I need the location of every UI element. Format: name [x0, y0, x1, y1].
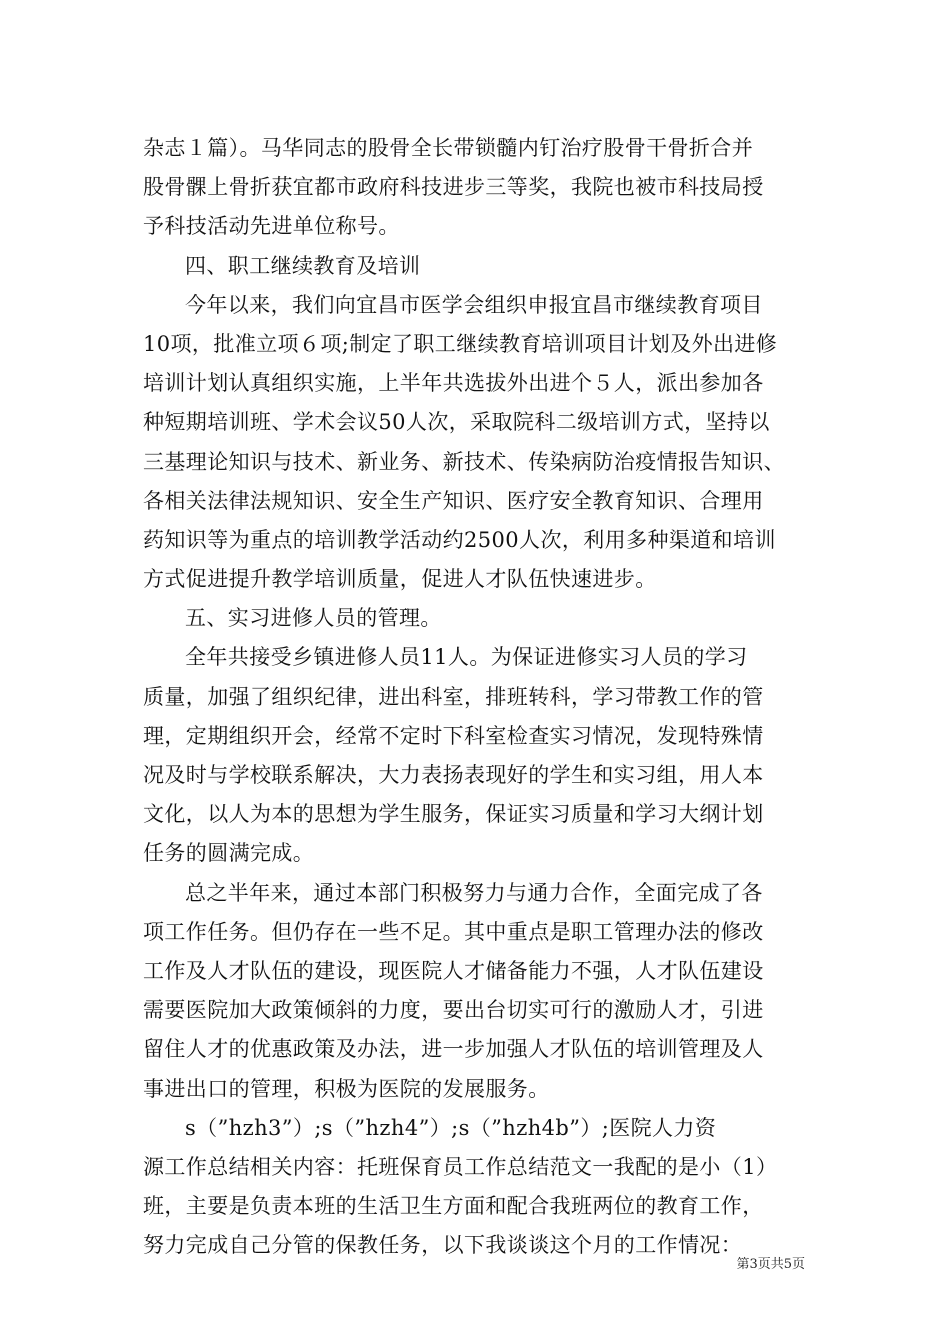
text-line: 总之半年来，通过本部门积极努力与通力合作，全面完成了各 [185, 880, 763, 905]
text-line: 10项，批准立项６项;制定了职工继续教育培训项目计划及外出进修 [143, 331, 778, 356]
text-line: 班，主要是负责本班的生活卫生方面和配合我班两位的教育工作， [143, 1194, 764, 1219]
text-line: 培训计划认真组织实施，上半年共选拔外出进个５人，派出参加各 [143, 371, 764, 396]
text-line: 努力完成自己分管的保教任务，以下我谈谈这个月的工作情况： [143, 1233, 743, 1258]
body-text [143, 129, 818, 1265]
text-line: 任务的圆满完成。 [143, 841, 315, 866]
text-line: 项工作任务。但仍存在一些不足。其中重点是职工管理办法的修改 [143, 919, 764, 944]
text-line: 杂志１篇）。马华同志的股骨全长带锁髓内钉治疗股骨干骨折合并 [143, 136, 754, 160]
text-line: 况及时与学校联系解决，大力表扬表现好的学生和实习组，用人本 [143, 763, 764, 787]
text-line: 三基理论知识与技术、新业务、新技术、传染病防治疫情报告知识、 [143, 449, 785, 474]
text-line: 文化，以人为本的思想为学生服务，保证实习质量和学习大纲计划 [143, 802, 764, 827]
text-line: 事进出口的管理，积极为医院的发展服务。 [143, 1076, 550, 1101]
text-line: 股骨髁上骨折获宜都市政府科技进步三等奖，我院也被市科技局授 [143, 175, 764, 200]
text-line: 种短期培训班、学术会议50人次，采取院科二级培训方式，坚持以 [143, 410, 770, 435]
text-line: 理，定期组织开会，经常不定时下科室检查实习情况，发现特殊情 [143, 723, 764, 748]
text-line: s（”hzh3”）;s（”hzh4”）;s（”hzh4b”）;医院人力资 [185, 1115, 717, 1140]
text-line: 药知识等为重点的培训教学活动约2500人次，利用多种渠道和培训 [143, 527, 776, 552]
text-line: 留住人才的优惠政策及办法，进一步加强人才队伍的培训管理及人 [143, 1037, 764, 1062]
text-line: 工作及人才队伍的建设，现医院人才储备能力不强，人才队伍建设 [143, 958, 764, 983]
text-line: 源工作总结相关内容：托班保育员工作总结范文一我配的是小（1） [143, 1154, 778, 1179]
text-line: 全年共接受乡镇进修人员11人。为保证进修实习人员的学习 [185, 645, 748, 670]
section-heading: 四、职工继续教育及培训 [185, 253, 421, 278]
text-line: 方式促进提升教学培训质量，促进人才队伍快速进步。 [143, 567, 657, 592]
section-heading: 五、实习进修人员的管理。 [185, 606, 442, 631]
text-line: 今年以来，我们向宜昌市医学会组织申报宜昌市继续教育项目 [185, 292, 763, 317]
text-line: 需要医院加大政策倾斜的力度，要出台切实可行的激励人才，引进 [143, 998, 764, 1023]
page-number: 第3页共5页 [736, 1257, 805, 1272]
text-line: 予科技活动先进单位称号。 [143, 214, 400, 239]
text-line: 各相关法律法规知识、安全生产知识、医疗安全教育知识、合理用 [143, 488, 764, 513]
text-line: 质量，加强了组织纪律，进出科室，排班转科，学习带教工作的管 [143, 684, 764, 709]
